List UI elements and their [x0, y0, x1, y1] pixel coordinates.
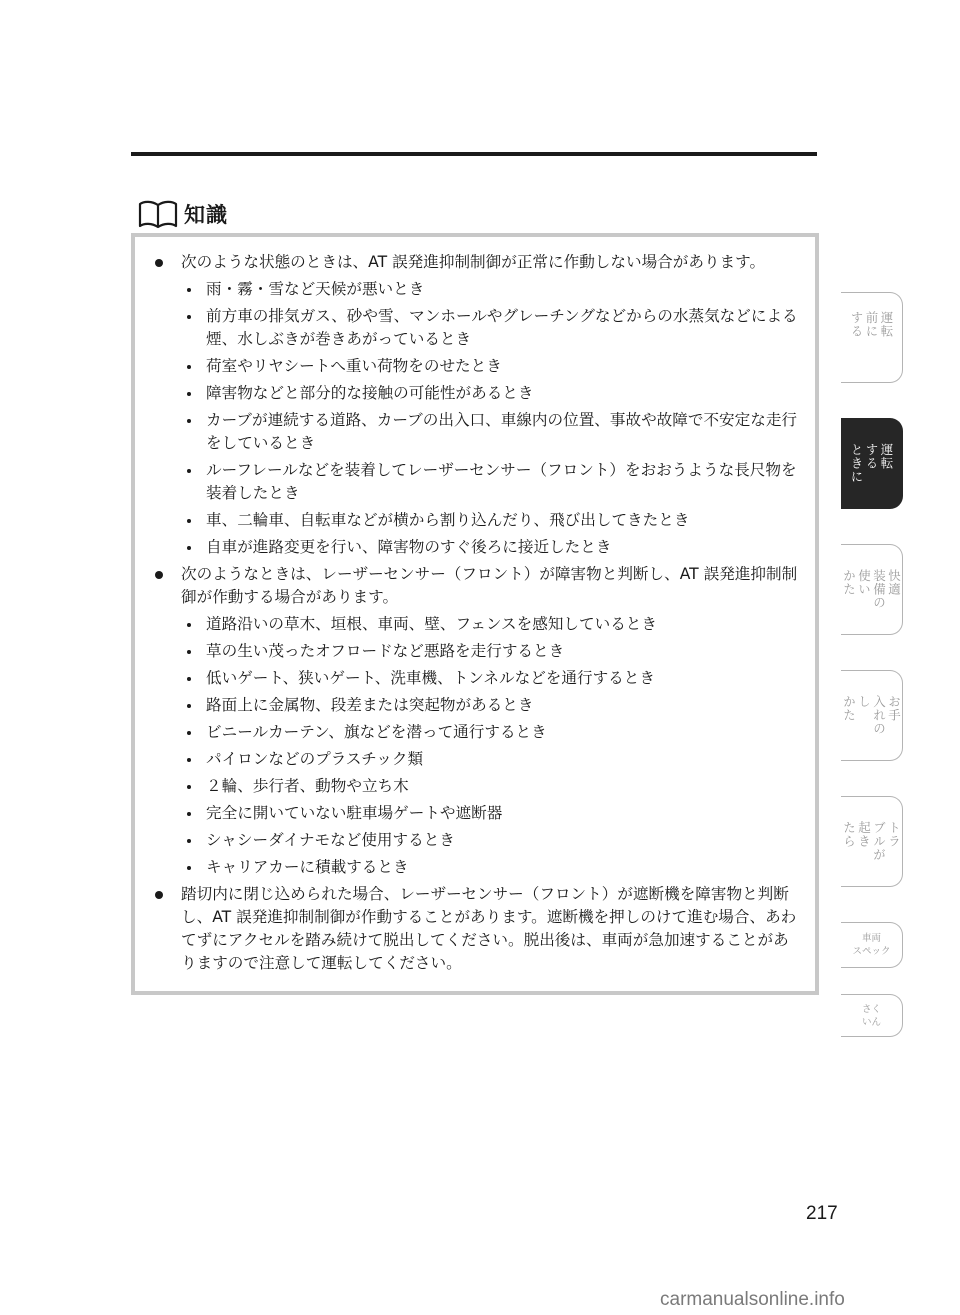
list-item: 道路沿いの草木、垣根、車両、壁、フェンスを感知しているとき [153, 613, 803, 636]
list-item: ２輪、歩行者、動物や立ち木 [153, 775, 803, 798]
section-title: 知識 [184, 203, 228, 227]
bullet-paragraph: 次のような状態のときは、AT 誤発進抑制制御が正常に作動しない場合があります。 [153, 251, 803, 274]
list-item: 草の生い茂ったオフロードなど悪路を走行するとき [153, 640, 803, 663]
list-item: キャリアカーに積載するとき [153, 856, 803, 879]
tab-label: お手 入れの し かた [841, 695, 902, 736]
bullet-paragraph: 次のようなときは、レーザーセンサー（フロント）が障害物と判断し、AT 誤発進抑制制御が作動する場合があります。 [153, 563, 803, 609]
bullet-sublist [153, 613, 803, 879]
list-item: 雨・霧・雪など天候が悪いとき [153, 278, 803, 301]
tab-label: 運転 前に する [849, 310, 894, 338]
list-item: 障害物などと部分的な接触の可能性があるとき [153, 382, 803, 405]
list-item: 路面上に金属物、段差または突起物があるとき [153, 694, 803, 717]
page-number: 217 [806, 1203, 838, 1224]
list-item: ルーフレールなどを装着してレーザーセンサー（フロント）をおおうような長尺物を装着したとき [153, 459, 803, 505]
tab-before-driving[interactable] [841, 292, 903, 383]
tab-label: 快適 装備の 使い かた [841, 569, 902, 610]
list-item: ビニールカーテン、旗などを潜って通行するとき [153, 721, 803, 744]
knowledge-box [131, 233, 819, 995]
bullet-sublist [153, 278, 803, 559]
section-header [138, 196, 228, 232]
tab-label: 運転 する ときに [849, 443, 894, 484]
watermark: carmanualsonline.info [660, 1289, 845, 1310]
tab-troubleshooting[interactable] [841, 796, 903, 887]
list-item: 低いゲート、狭いゲート、洗車機、トンネルなどを通行するとき [153, 667, 803, 690]
list-item: 前方車の排気ガス、砂や雪、マンホールやグレーチングなどからの水蒸気などによる煙、水しぶきが巻きあがっているとき [153, 305, 803, 351]
bullet-paragraph: 踏切内に閉じ込められた場合、レーザーセンサー（フロント）が遮断機を障害物と判断し、AT 誤発進抑制制御が作動することがあります。遮断機を押しのけて進む場合、あわてずにアクセルを踏み続けて脱出してください。脱出後は、車両が急加速することがありますので注意して運転してください。 [153, 883, 803, 975]
top-rule [131, 152, 817, 156]
tab-label: トラ ブルが 起き たら [841, 821, 902, 862]
knowledge-content [153, 251, 803, 979]
tab-index[interactable] [841, 994, 903, 1037]
tab-comfort-equipment[interactable] [841, 544, 903, 635]
tab-label: 車両 スペック [852, 933, 891, 957]
list-item: シャシーダイナモなど使用するとき [153, 829, 803, 852]
tab-when-driving[interactable] [841, 418, 903, 509]
list-item: パイロンなどのプラスチック類 [153, 748, 803, 771]
tab-vehicle-specs[interactable] [841, 922, 903, 968]
list-item: 荷室やリヤシートへ重い荷物をのせたとき [153, 355, 803, 378]
list-item: カーブが連続する道路、カーブの出入口、車線内の位置、事故や故障で不安定な走行をしているとき [153, 409, 803, 455]
list-item: 自車が進路変更を行い、障害物のすぐ後ろに接近したとき [153, 536, 803, 559]
tab-label: さく いん [861, 1003, 881, 1028]
list-item: 完全に開いていない駐車場ゲートや遮断器 [153, 802, 803, 825]
book-icon [138, 199, 178, 229]
list-item: 車、二輪車、自転車などが横から割り込んだり、飛び出してきたとき [153, 509, 803, 532]
tab-maintenance[interactable] [841, 670, 903, 761]
